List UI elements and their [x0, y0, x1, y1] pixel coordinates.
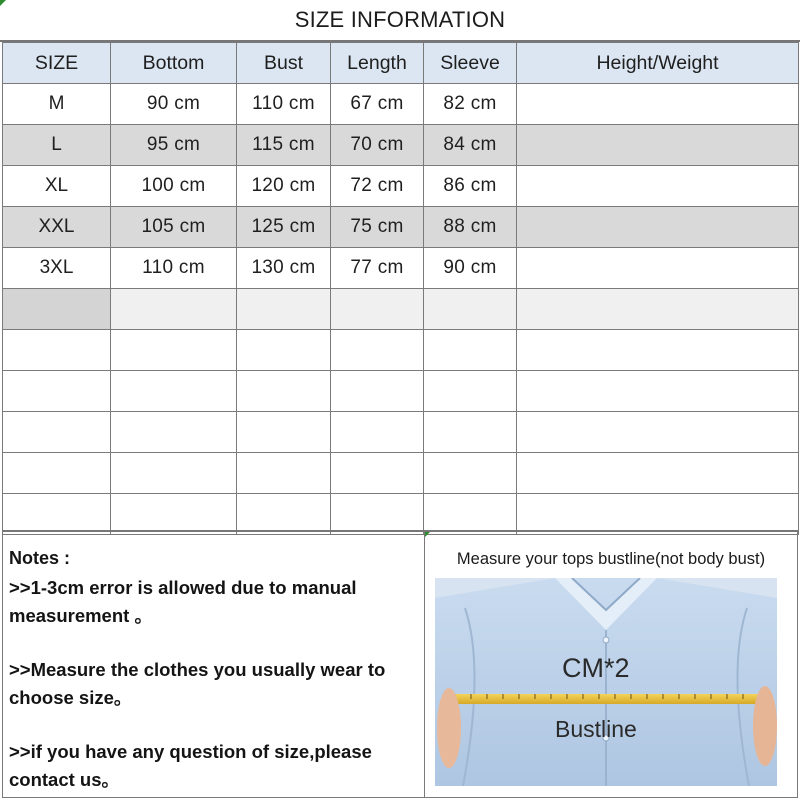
cell-size: XXL — [3, 207, 111, 248]
empty-cell — [331, 371, 424, 412]
empty-cell — [331, 494, 424, 535]
empty-cell — [111, 371, 237, 412]
empty-cell — [424, 412, 517, 453]
cell-height-weight — [517, 84, 799, 125]
empty-cell — [331, 412, 424, 453]
measure-caption: Measure your tops bustline(not body bust) — [456, 550, 766, 568]
empty-cell — [237, 494, 331, 535]
cell-size: L — [3, 125, 111, 166]
note-item: >>if you have any question of size,please contact us。 — [9, 741, 372, 790]
cell-bust: 120 cm — [237, 166, 331, 207]
header-height-weight: Height/Weight — [517, 43, 799, 84]
header-size: SIZE — [3, 43, 111, 84]
empty-cell — [517, 330, 799, 371]
notes-section — [3, 532, 425, 797]
table-row — [3, 125, 799, 166]
cell-length: 77 cm — [331, 248, 424, 289]
cell-height-weight — [517, 166, 799, 207]
empty-cell — [424, 289, 517, 330]
empty-cell — [111, 494, 237, 535]
empty-cell — [237, 371, 331, 412]
bustline-label: Bustline — [555, 716, 637, 742]
empty-row — [3, 453, 799, 494]
table-row — [3, 207, 799, 248]
empty-cell — [424, 494, 517, 535]
empty-cell — [111, 330, 237, 371]
cell-bust: 115 cm — [237, 125, 331, 166]
header-bust: Bust — [237, 43, 331, 84]
empty-cell — [517, 289, 799, 330]
cell-sleeve: 88 cm — [424, 207, 517, 248]
empty-cell — [237, 330, 331, 371]
empty-cell — [3, 412, 111, 453]
empty-row — [3, 494, 799, 535]
cm-label: CM*2 — [562, 653, 630, 683]
table-row — [3, 84, 799, 125]
empty-cell — [3, 494, 111, 535]
empty-cell — [424, 330, 517, 371]
empty-cell — [237, 289, 331, 330]
table-row — [3, 166, 799, 207]
shirt-measure-illustration — [435, 578, 777, 786]
cell-bust: 110 cm — [237, 84, 331, 125]
empty-cell — [111, 453, 237, 494]
shirt-button — [603, 637, 609, 643]
empty-cell — [331, 453, 424, 494]
empty-cell — [3, 289, 111, 330]
bottom-panel — [2, 530, 798, 798]
empty-row — [3, 289, 799, 330]
cell-height-weight — [517, 125, 799, 166]
empty-cell — [517, 371, 799, 412]
cell-size: 3XL — [3, 248, 111, 289]
cell-length: 70 cm — [331, 125, 424, 166]
empty-row — [3, 330, 799, 371]
empty-cell — [3, 453, 111, 494]
cell-bottom: 95 cm — [111, 125, 237, 166]
empty-cell — [111, 412, 237, 453]
empty-cell — [111, 289, 237, 330]
empty-cell — [237, 453, 331, 494]
empty-cell — [424, 371, 517, 412]
empty-cell — [331, 330, 424, 371]
cell-length: 67 cm — [331, 84, 424, 125]
empty-cell — [517, 494, 799, 535]
cell-sleeve: 86 cm — [424, 166, 517, 207]
empty-row — [3, 412, 799, 453]
cell-sleeve: 84 cm — [424, 125, 517, 166]
cell-bust: 130 cm — [237, 248, 331, 289]
note-item: >>1-3cm error is allowed due to manual measurement 。 — [9, 577, 357, 626]
empty-row — [3, 371, 799, 412]
header-length: Length — [331, 43, 424, 84]
empty-cell — [517, 453, 799, 494]
empty-cell — [237, 412, 331, 453]
cell-bottom: 105 cm — [111, 207, 237, 248]
cell-size: M — [3, 84, 111, 125]
cell-size: XL — [3, 166, 111, 207]
empty-cell — [517, 412, 799, 453]
empty-cell — [3, 330, 111, 371]
empty-cell — [424, 453, 517, 494]
notes-heading: Notes : — [9, 548, 71, 568]
cell-height-weight — [517, 207, 799, 248]
header-sleeve: Sleeve — [424, 43, 517, 84]
cell-bottom: 110 cm — [111, 248, 237, 289]
cell-sleeve: 82 cm — [424, 84, 517, 125]
empty-cell — [331, 289, 424, 330]
size-table — [2, 42, 799, 535]
cell-bust: 125 cm — [237, 207, 331, 248]
table-header-row — [3, 43, 799, 84]
table-row — [3, 248, 799, 289]
empty-cell — [3, 371, 111, 412]
cell-bottom: 90 cm — [111, 84, 237, 125]
header-bottom: Bottom — [111, 43, 237, 84]
cell-length: 75 cm — [331, 207, 424, 248]
page-title: SIZE INFORMATION — [0, 0, 800, 42]
cell-sleeve: 90 cm — [424, 248, 517, 289]
measuring-tape — [443, 694, 769, 704]
note-item: >>Measure the clothes you usually wear to choose size。 — [9, 659, 386, 708]
measure-section — [425, 532, 797, 797]
cell-length: 72 cm — [331, 166, 424, 207]
cell-bottom: 100 cm — [111, 166, 237, 207]
right-hand — [753, 686, 777, 766]
cell-height-weight — [517, 248, 799, 289]
left-hand — [437, 688, 461, 768]
